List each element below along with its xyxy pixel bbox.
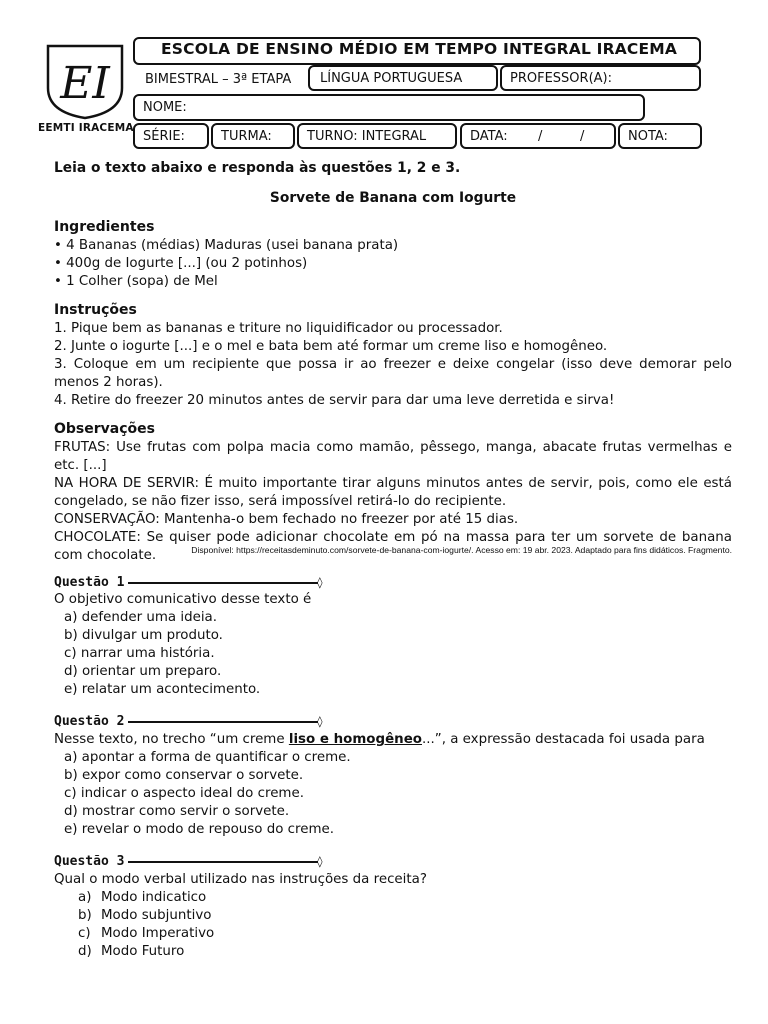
turma-label: TURMA: <box>221 128 272 144</box>
list-item: CHOCOLATE: Se quiser pode adicionar chocolate em pó na massa para ter um sorvete de banana com chocolate. <box>54 530 732 563</box>
list-item: CONSERVAÇÃO: Mantenha-o bem fechado no freezer por até 15 dias. <box>54 512 519 527</box>
professor-label: PROFESSOR(A): <box>510 70 612 86</box>
data-label: DATA: <box>470 128 508 144</box>
diamond-icon: ◊ <box>316 855 324 868</box>
list-item: 2. Junte o iogurte [...] e o mel e bata bem até formar um creme liso e homogêneo. <box>54 339 608 354</box>
subject-box <box>308 65 498 91</box>
name-label: NOME: <box>143 100 187 115</box>
list-item: NA HORA DE SERVIR: É muito importante tirar alguns minutos antes de servir, pois, como ele está congelado, se não fizer isso, será impossível retirá-lo do recipiente. <box>54 476 732 509</box>
question-title-label: Questão 2 <box>54 714 125 729</box>
divider-line <box>128 582 318 584</box>
data-slash: / <box>538 128 543 144</box>
answer-option[interactable]: b) divulgar um produto. <box>64 628 223 643</box>
answer-option[interactable]: b) Modo subjuntivo <box>78 908 212 923</box>
school-logo <box>44 42 126 120</box>
question-2-options <box>64 749 351 839</box>
ingredients-list <box>54 237 734 291</box>
question-1-options <box>64 609 260 699</box>
question-2-title <box>54 714 323 729</box>
question-2-prompt: Nesse texto, no trecho “um creme liso e homogêneo...”, a expressão destacada foi usada para <box>54 732 705 747</box>
shield-icon <box>44 42 126 120</box>
divider-line <box>128 861 318 863</box>
professor-field[interactable] <box>500 65 701 91</box>
school-name-box <box>133 37 701 65</box>
data-slash: / <box>580 128 585 144</box>
nota-label: NOTA: <box>628 128 668 144</box>
ingredients-heading: Ingredientes <box>54 219 155 235</box>
question-3-prompt: Qual o modo verbal utilizado nas instruções da receita? <box>54 872 427 887</box>
serie-field[interactable] <box>133 123 209 149</box>
source-citation: Disponível: https://receitasdeminuto.com/sorvete-de-banana-com-iogurte/. Acesso em: 19 abr. 2023. Adaptado para fins didáticos. Fragmento. <box>191 545 732 555</box>
question-1-prompt: O objetivo comunicativo desse texto é <box>54 592 312 607</box>
question-title-label: Questão 3 <box>54 854 125 869</box>
answer-option[interactable]: d) Modo Futuro <box>78 944 185 959</box>
question-title-label: Questão 1 <box>54 575 125 590</box>
instructions-heading: Leia o texto abaixo e responda às questões 1, 2 e 3. <box>54 160 461 176</box>
diamond-icon: ◊ <box>316 715 324 728</box>
question-1-title <box>54 575 323 590</box>
answer-option[interactable]: a) apontar a forma de quantificar o creme. <box>64 750 351 765</box>
turno-label: TURNO: INTEGRAL <box>307 128 427 144</box>
list-item: 3. Coloque em um recipiente que possa ir ao freezer e deixe congelar (isso deve demorar pelo menos 2 horas). <box>54 357 732 390</box>
list-item: FRUTAS: Use frutas com polpa macia como mamão, pêssego, manga, abacate frutas vermelhas e etc. [...] <box>54 440 732 473</box>
logo-label: EEMTI IRACEMA <box>38 122 134 134</box>
answer-option[interactable]: d) mostrar como servir o sorvete. <box>64 804 290 819</box>
steps-list <box>54 320 732 410</box>
subject-label: LÍNGUA PORTUGUESA <box>320 70 463 86</box>
steps-heading: Instruções <box>54 302 137 318</box>
diamond-icon: ◊ <box>316 576 324 589</box>
turma-field[interactable] <box>211 123 295 149</box>
logo-monogram: EI <box>60 58 110 109</box>
question-3-title <box>54 854 323 869</box>
answer-option[interactable]: b) expor como conservar o sorvete. <box>64 768 304 783</box>
nota-field[interactable] <box>618 123 702 149</box>
answer-option[interactable]: c) indicar o aspecto ideal do creme. <box>64 786 304 801</box>
answer-option[interactable]: e) revelar o modo de repouso do creme. <box>64 822 335 837</box>
name-field[interactable] <box>133 94 645 121</box>
bimestral-label: BIMESTRAL – 3ª ETAPA <box>145 71 292 87</box>
answer-option[interactable]: d) orientar um preparo. <box>64 664 222 679</box>
list-item: • 1 Colher (sopa) de Mel <box>54 274 218 289</box>
recipe-title: Sorvete de Banana com Iogurte <box>269 190 517 206</box>
school-name: ESCOLA DE ENSINO MÉDIO EM TEMPO INTEGRAL IRACEMA <box>161 40 678 58</box>
list-item: 1. Pique bem as bananas e triture no liquidificador ou processador. <box>54 321 503 336</box>
question-3-options <box>78 889 214 961</box>
serie-label: SÉRIE: <box>143 128 185 144</box>
list-item: • 400g de Iogurte [...] (ou 2 potinhos) <box>54 256 308 271</box>
list-item: • 4 Bananas (médias) Maduras (usei banana prata) <box>54 238 399 253</box>
turno-field <box>297 123 457 149</box>
answer-option[interactable]: a) defender uma ideia. <box>64 610 217 625</box>
notes-heading: Observações <box>54 421 155 437</box>
divider-line <box>128 721 318 723</box>
bimestral-box <box>133 65 308 93</box>
highlighted-expression: liso e homogêneo <box>288 732 422 747</box>
answer-option[interactable]: e) relatar um acontecimento. <box>64 682 261 697</box>
data-field[interactable] <box>460 123 616 149</box>
answer-option[interactable]: c) narrar uma história. <box>64 646 215 661</box>
answer-option[interactable]: a) Modo indicatico <box>78 890 207 905</box>
answer-option[interactable]: c) Modo Imperativo <box>78 926 215 941</box>
list-item: 4. Retire do freezer 20 minutos antes de servir para dar uma leve derretida e sirva! <box>54 393 615 408</box>
